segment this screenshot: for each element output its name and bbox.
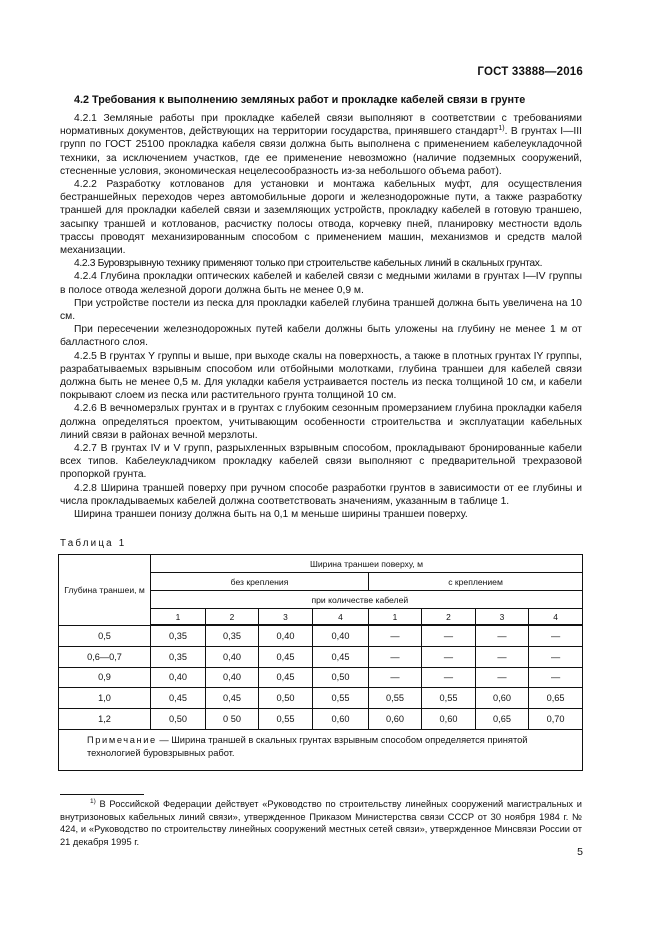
table-body <box>59 625 583 729</box>
width-cell: 0,35 <box>206 625 259 646</box>
standard-designation: ГОСТ 33888—2016 <box>477 66 583 78</box>
depth-cell: 0,9 <box>59 667 151 688</box>
width-cell: — <box>529 667 583 688</box>
footnote-paragraph <box>60 798 582 848</box>
section-heading: 4.2 Требования к выполнению земляных работ и прокладке кабелей связи в грунте <box>74 94 526 106</box>
width-cell: 0,60 <box>476 688 529 709</box>
table-row <box>59 625 583 646</box>
width-cell: 0,50 <box>313 667 369 688</box>
width-cell: 0,65 <box>476 709 529 730</box>
footnote-divider <box>60 794 144 795</box>
width-cell: 0,55 <box>369 688 422 709</box>
paragraph-bottom-width: Ширина траншеи понизу должна быть на 0,1 м меньше ширины траншеи поверху. <box>74 509 468 521</box>
width-cell: — <box>369 646 422 667</box>
width-cell: — <box>529 646 583 667</box>
footnote-marker: 1) <box>90 798 96 805</box>
width-cell: — <box>422 646 476 667</box>
width-cell: 0,40 <box>206 646 259 667</box>
width-cell: 0,55 <box>422 688 476 709</box>
width-cell: 0,60 <box>313 709 369 730</box>
header-cable-count: при количестве кабелей <box>311 594 409 605</box>
paragraph-railway-crossing: При пересечении железнодорожных путей кабели должны быть уложены на глубину не менее 1 м от балластного слоя. <box>60 324 582 349</box>
width-cell: 0 50 <box>206 709 259 730</box>
width-cell: 0,45 <box>259 646 313 667</box>
width-cell: 0,60 <box>369 709 422 730</box>
page-number: 5 <box>577 846 583 858</box>
header-without-support: без крепления <box>151 573 369 591</box>
width-cell: 0,40 <box>259 625 313 646</box>
paragraph-4-2-5: 4.2.5 В грунтах Y группы и выше, при выходе скалы на поверхность, а также в плотных грунтах IY группы, разрабатываемых взрывным способом или отбойными молотками, глубина траншеи для кабелей связи должна быть не менее 0,5 м. Для укладки кабеля устраивается постель из песка толщиной 10 см, и кабели покрывают слоем из песка или растительного грунта толщиной 10 см. <box>60 350 582 402</box>
depth-cell: 1,0 <box>59 688 151 709</box>
table-row <box>59 688 583 709</box>
header-width-top: Ширина траншеи поверху, м <box>151 555 583 573</box>
table-row <box>59 709 583 730</box>
depth-cell: 1,2 <box>59 709 151 730</box>
width-cell: 0,50 <box>259 688 313 709</box>
paragraph-4-2-7: 4.2.7 В грунтах IV и V групп, разрыхленных взрывным способом, прокладывают бронированные кабели всех типов. Кабелеукладчиком прокладку кабелей связи выполняют с предварительной трехразовой пропоркой грунта. <box>60 443 582 481</box>
width-cell: — <box>422 625 476 646</box>
width-cell: 0,60 <box>422 709 476 730</box>
width-cell: — <box>369 625 422 646</box>
width-cell: 0,40 <box>313 625 369 646</box>
width-cell: 0,45 <box>259 667 313 688</box>
paragraph-4-2-2: 4.2.2 Разработку котлованов для установки и монтажа кабельных муфт, для осуществления бестраншейных переходов через автомобильные дороги и железнодорожные пути, а также разработку траншей для прокладки кабелей связи и заземляющих устройств, прокладку кабелей в готовую траншею, засыпку траншей и котлованов, расчистку полосы отвода, корчевку пней, планировку местности вдоль трассы проводят механизированным способом с применением машин, механизмов и средств малой механизации. <box>60 179 582 257</box>
depth-cell: 0,5 <box>59 625 151 646</box>
width-cell: 0,40 <box>206 667 259 688</box>
note-label: Примечание <box>87 734 157 745</box>
width-cell: 0,35 <box>151 646 206 667</box>
width-cell: — <box>369 667 422 688</box>
cable-count-cell: 3 <box>259 609 313 626</box>
width-cell: 0,35 <box>151 625 206 646</box>
footnote-text: В Российской Федерации действует «Руководство по строительству линейных сооружений магистральных и внутризоновых кабельных линий связи», утвержденное Приказом Министерства связи СССР от 30 ноября 1984 г. № 424, и «Руководство по строительству линейных сооружений местных сетей связи», утвержденное Минсвязи России от 21 декабря 1995 г. <box>60 799 582 847</box>
cable-count-cell: 4 <box>313 609 369 626</box>
width-cell: — <box>422 667 476 688</box>
paragraph-4-2-4: 4.2.4 Глубина прокладки оптических кабелей и кабелей связи с медными жилами в грунтах I—IV группы в полосе отвода железной дороги должна быть не менее 0,9 м. <box>60 271 582 296</box>
depth-cell: 0,6—0,7 <box>59 646 151 667</box>
paragraph-sand-bed: При устройстве постели из песка для прокладки кабелей глубина траншей должна быть увеличена на 10 см. <box>60 297 582 323</box>
width-cell: — <box>529 625 583 646</box>
header-depth: Глубина траншеи, м <box>59 555 151 626</box>
width-cell: 0,40 <box>151 667 206 688</box>
paragraph-4-2-6: 4.2.6 В вечномерзлых грунтах и в грунтах с глубоким сезонным промерзанием глубина прокладки кабеля должна определяться проектом, учитывающим особенности строительства и эксплуатации кабельных линий связи в районах вечной мерзлоты. <box>60 403 582 441</box>
cable-count-cell: 1 <box>151 609 206 626</box>
table-note <box>59 729 583 770</box>
table-row <box>59 667 583 688</box>
header-cable-count-wrap <box>311 591 583 609</box>
cable-count-cell: 1 <box>369 609 422 626</box>
cable-count-cell: 4 <box>529 609 583 626</box>
table-caption: Таблица 1 <box>60 538 127 549</box>
cable-count-cell: 2 <box>422 609 476 626</box>
paragraph-4-2-3: 4.2.3 Буровзрывную технику применяют только при строительстве кабельных линий в скальных грунтах. <box>74 258 543 270</box>
body-text <box>60 112 582 521</box>
paragraph-text: . В грунтах I—III групп по ГОСТ 25100 прокладка кабеля связи должна быть выполнена с применением кабелеукладочной техники, за исключением участков, где ее применение невозможно (наличие подземных сооружений, стесненные условия, экономическая нецелесообразность из-за небольшого объема работ). <box>60 126 583 177</box>
width-cell: 0,65 <box>529 688 583 709</box>
header-with-support: с креплением <box>369 573 583 591</box>
paragraph-text: 4.2.1 Земляные работы при прокладке кабелей связи выполняют в соответствии с требованиями нормативных документов, действующих на территории государства, принявшего стандарт <box>60 113 582 138</box>
width-cell: — <box>476 646 529 667</box>
width-cell: — <box>476 667 529 688</box>
width-cell: 0,55 <box>313 688 369 709</box>
width-cell: 0,45 <box>206 688 259 709</box>
paragraph-4-2-8: 4.2.8 Ширина траншей поверху при ручном способе разработки грунтов в зависимости от ее глубины и числа прокладываемых кабелей должна соответствовать значениям, указанным в таблице 1. <box>60 482 582 507</box>
width-cell: 0,50 <box>151 709 206 730</box>
width-cell: 0,70 <box>529 709 583 730</box>
table-1 <box>58 554 582 771</box>
trench-width-table <box>58 554 583 771</box>
table-row <box>59 646 583 667</box>
cable-count-cell: 3 <box>476 609 529 626</box>
paragraph-4-2-1 <box>60 112 582 178</box>
width-cell: 0,45 <box>151 688 206 709</box>
footnote-reference: 1) <box>498 125 505 133</box>
cable-count-cell: 2 <box>206 609 259 626</box>
note-text: — Ширина траншей в скальных грунтах взрывным способом определяется принятой технологией буровзрывных работ. <box>87 734 528 758</box>
footnote <box>60 798 582 848</box>
width-cell: 0,45 <box>313 646 369 667</box>
width-cell: 0,55 <box>259 709 313 730</box>
width-cell: — <box>476 625 529 646</box>
